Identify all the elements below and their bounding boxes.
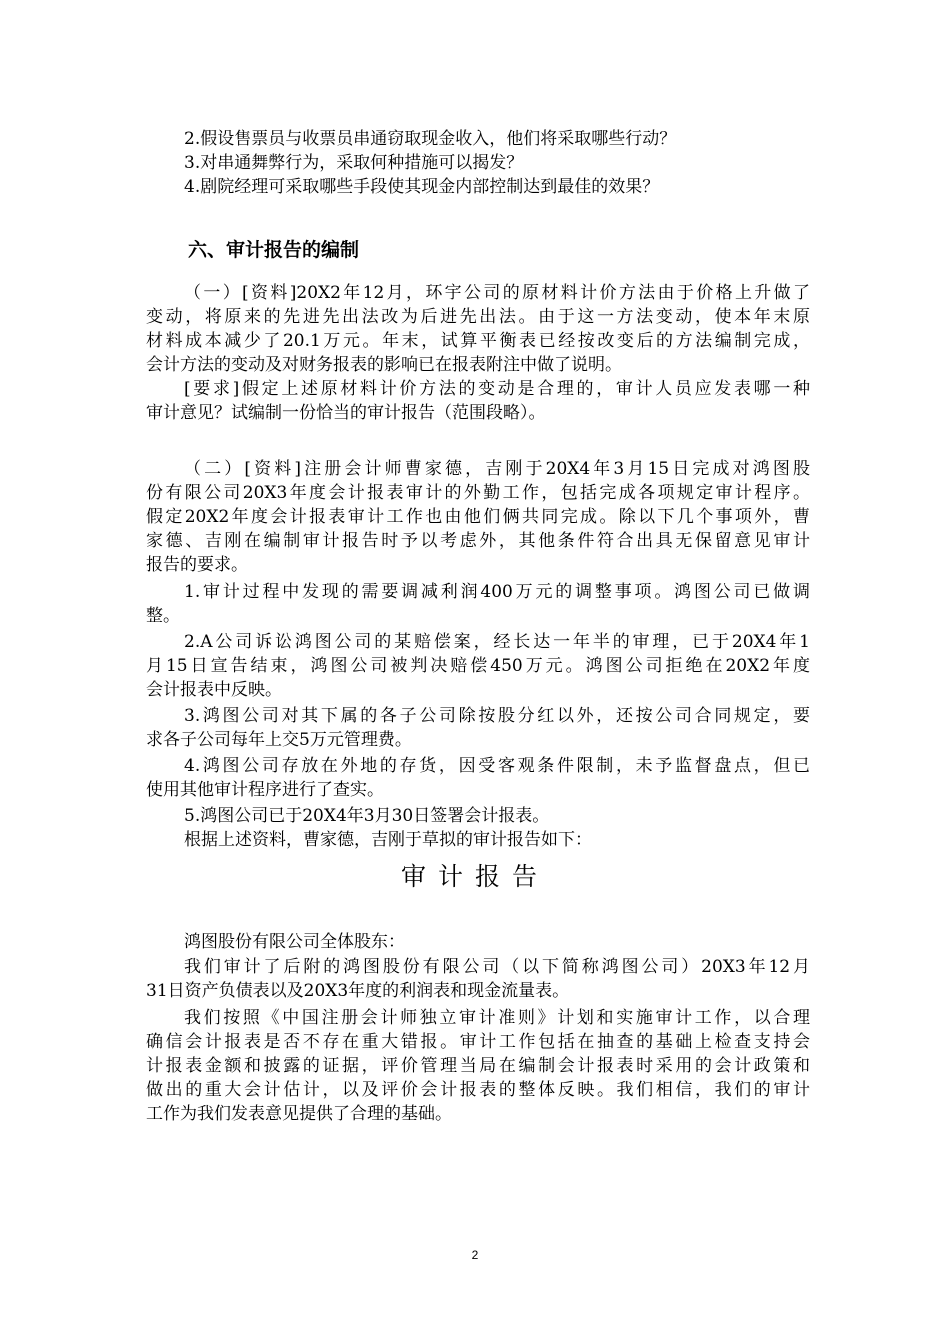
- case1-line: （一）[资料]20X2年12月，环宇公司的原材料计价方法由于价格上升做了: [184, 283, 810, 303]
- report-para2: 工作为我们发表意见提供了合理的基础。: [146, 1104, 452, 1124]
- case2-line: （二）[资料]注册会计师曹家德，吉刚于20X4年3月15日完成对鸿图股: [184, 459, 810, 479]
- case2-item-3: 3.鸿图公司对其下属的各子公司除按股分红以外，还按公司合同规定，要: [184, 706, 810, 726]
- case1-requirement: [要求]假定上述原材料计价方法的变动是合理的，审计人员应发表哪一种: [184, 379, 810, 399]
- report-salutation: 鸿图股份有限公司全体股东：: [184, 932, 405, 952]
- case2-item-1: 整。: [146, 606, 180, 626]
- case1-line: 会计方法的变动及对财务报表的影响已在报表附注中做了说明。: [146, 355, 622, 375]
- report-para2: 确信会计报表是否不存在重大错报。审计工作包括在抽查的基础上检查支持会: [146, 1032, 810, 1052]
- case2-line: 份有限公司20X3年度会计报表审计的外勤工作，包括完成各项规定审计程序。: [146, 483, 810, 503]
- section-heading: 六、审计报告的编制: [188, 239, 360, 261]
- question-3: 3.对串通舞弊行为，采取何种措施可以揭发？: [184, 153, 524, 173]
- case2-item-3: 求各子公司每年上交5万元管理费。: [146, 730, 412, 750]
- case1-line: 变动，将原来的先进先出法改为后进先出法。由于这一方法变动，使本年末原: [146, 307, 810, 327]
- case2-item-5: 5.鸿图公司已于20X4年3月30日签署会计报表。: [184, 806, 550, 826]
- report-para1: 我们审计了后附的鸿图股份有限公司（以下简称鸿图公司）20X3年12月: [184, 957, 810, 977]
- question-2: 2.假设售票员与收票员串通窃取现金收入，他们将采取哪些行动？: [184, 129, 677, 149]
- case2-line: 假定20X2年度会计报表审计工作也由他们俩共同完成。除以下几个事项外，曹: [146, 507, 810, 527]
- question-4: 4.剧院经理可采取哪些手段使其现金内部控制达到最佳的效果？: [184, 177, 660, 197]
- case2-item-2: 会计报表中反映。: [146, 680, 282, 700]
- case2-line: 家德、吉刚在编制审计报告时予以考虑外，其他条件符合出具无保留意见审计: [146, 531, 810, 551]
- report-para2: 计报表金额和披露的证据，评价管理当局在编制会计报表时采用的会计政策和: [146, 1056, 810, 1076]
- report-para2: 做出的重大会计估计，以及评价会计报表的整体反映。我们相信，我们的审计: [146, 1080, 810, 1100]
- case2-closing: 根据上述资料，曹家德，吉刚于草拟的审计报告如下：: [184, 830, 592, 850]
- case2-line: 报告的要求。: [146, 555, 248, 575]
- report-para2: 我们按照《中国注册会计师独立审计准则》计划和实施审计工作，以合理: [184, 1008, 810, 1028]
- page-number: 2: [471, 1248, 479, 1262]
- case2-item-4: 使用其他审计程序进行了查实。: [146, 780, 384, 800]
- case1-line: 材料成本减少了20.1万元。年末，试算平衡表已经按改变后的方法编制完成，: [146, 331, 810, 351]
- case2-item-1: 1.审计过程中发现的需要调减利润400万元的调整事项。鸿图公司已做调: [184, 582, 810, 602]
- report-para1: 31日资产负债表以及20X3年度的利润表和现金流量表。: [146, 981, 570, 1001]
- case2-item-2: 月15日宣告结束，鸿图公司被判决赔偿450万元。鸿图公司拒绝在20X2年度: [146, 656, 810, 676]
- case2-item-4: 4.鸿图公司存放在外地的存货，因受客观条件限制，未予监督盘点，但已: [184, 756, 810, 776]
- case1-requirement: 审计意见？试编制一份恰当的审计报告（范围段略）。: [146, 403, 546, 423]
- case2-item-2: 2.A公司诉讼鸿图公司的某赔偿案，经长达一年半的审理，已于20X4年1: [184, 632, 810, 652]
- report-title: 审计报告: [400, 862, 549, 891]
